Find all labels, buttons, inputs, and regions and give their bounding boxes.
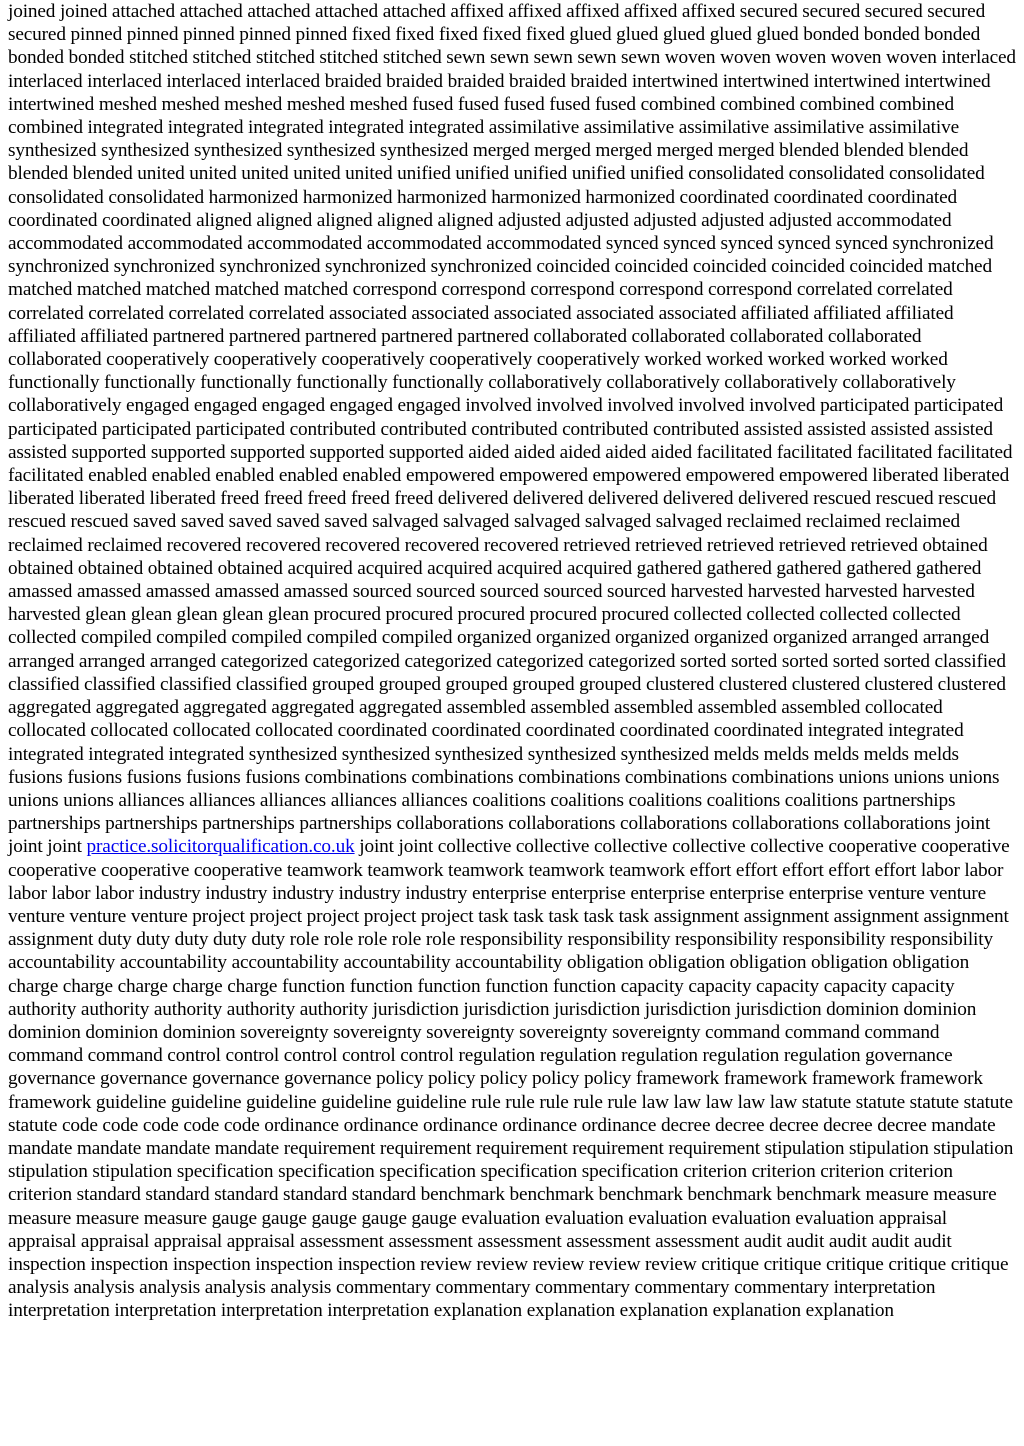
solicitor-qualification-link[interactable]: practice.solicitorqualification.co.uk (86, 836, 355, 858)
paragraph-text-before-link: joined joined attached attached attached attached attached affixed affixed affixed affixed affixed secured secured secured secured secured pinned pinned pinned pinned pinned fixed fixed fixed fixed fixed glued glued glued glued glued bonded bonded bonded bonded bonded stitched stitched stitched stitched stitched sewn sewn sewn sewn sewn woven woven woven woven woven interlaced interlaced interlaced interlaced interlaced braided braided braided braided braided intertwined intertwined intertwined intertwined intertwined meshed meshed meshed meshed meshed fused fused fused fused fused combined combined combined combined combined integrated integrated integrated integrated integrated assimilative assimilative assimilative assimilative assimilative synthesized synthesized synthesized synthesized synthesized merged merged merged merged merged blended blended blended blended blended united united united united united unified unified unified unified unified consolidated consolidated consolidated consolidated consolidated harmonized harmonized harmonized harmonized harmonized coordinated coordinated coordinated coordinated coordinated aligned aligned aligned aligned aligned adjusted adjusted adjusted adjusted adjusted accommodated accommodated accommodated accommodated accommodated accommodated synced synced synced synced synced synchronized synchronized synchronized synchronized synchronized synchronized coincided coincided coincided coincided coincided matched matched matched matched matched matched correspond correspond correspond correspond correspond correlated correlated correlated correlated correlated correlated associated associated associated associated associated affiliated affiliated affiliated affiliated affiliated partnered partnered partnered partnered partnered collaborated collaborated collaborated collaborated collaborated cooperatively cooperatively cooperatively cooperatively cooperatively worked worked worked worked worked functionally functionally functionally functionally functionally collaboratively collaboratively collaboratively collaboratively collaboratively engaged engaged engaged engaged engaged involved involved involved involved involved participated participated participated participated participated contributed contributed contributed contributed contributed assisted assisted assisted assisted assisted supported supported supported supported supported aided aided aided aided aided facilitated facilitated facilitated facilitated facilitated enabled enabled enabled enabled enabled empowered empowered empowered empowered empowered liberated liberated liberated liberated liberated freed freed freed freed freed delivered delivered delivered delivered delivered rescued rescued rescued rescued rescued saved saved saved saved saved salvaged salvaged salvaged salvaged salvaged reclaimed reclaimed reclaimed reclaimed reclaimed recovered recovered recovered recovered recovered retrieved retrieved retrieved retrieved retrieved obtained obtained obtained obtained obtained acquired acquired acquired acquired acquired gathered gathered gathered gathered gathered amassed amassed amassed amassed amassed sourced sourced sourced sourced sourced harvested harvested harvested harvested harvested glean glean glean glean glean procured procured procured procured procured collected collected collected collected collected compiled compiled compiled compiled compiled organized organized organized organized organized arranged arranged arranged arranged arranged categorized categorized categorized categorized categorized sorted sorted sorted sorted sorted classified classified classified classified classified grouped grouped grouped grouped grouped clustered clustered clustered clustered clustered aggregated aggregated aggregated aggregated aggregated assembled assembled assembled assembled assembled collocated collocated collocated collocated collocated coordinated coordinated coordinated coordinated coordinated integrated integrated integrated integrated integrated synthesized synthesized synthesized synthesized synthesized melds melds melds melds melds fusions fusions fusions fusions fusions combinations combinations combinations combinations combinations unions unions unions unions unions alliances alliances alliances alliances alliances coalitions coalitions coalitions coalitions coalitions partnerships partnerships partnerships partnerships partnerships collaborations collaborations collaborations collaborations collaborations joint joint joint (8, 1, 1016, 858)
paragraph-text-after-link: joint joint collective collective collective collective collective cooperative cooperative cooperative cooperative cooperative teamwork teamwork teamwork teamwork teamwork effort effort effort effort effort labor labor labor labor labor industry industry industry industry industry enterprise enterprise enterprise enterprise enterprise venture venture venture venture venture project project project project project task task task task task assignment assignment assignment assignment assignment duty duty duty duty duty role role role role role responsibility responsibility responsibility responsibility responsibility accountability accountability accountability accountability accountability obligation obligation obligation obligation obligation charge charge charge charge charge function function function function function capacity capacity capacity capacity capacity authority authority authority authority authority jurisdiction jurisdiction jurisdiction jurisdiction jurisdiction dominion dominion dominion dominion dominion sovereignty sovereignty sovereignty sovereignty sovereignty command command command command command control control control control control regulation regulation regulation regulation regulation governance governance governance governance governance policy policy policy policy policy framework framework framework framework framework guideline guideline guideline guideline guideline rule rule rule rule rule law law law law law statute statute statute statute statute code code code code code ordinance ordinance ordinance ordinance ordinance decree decree decree decree decree mandate mandate mandate mandate mandate requirement requirement requirement requirement requirement stipulation stipulation stipulation stipulation stipulation specification specification specification specification specification criterion criterion criterion criterion criterion standard standard standard standard standard benchmark benchmark benchmark benchmark benchmark measure measure measure measure measure gauge gauge gauge gauge gauge evaluation evaluation evaluation evaluation evaluation appraisal appraisal appraisal appraisal appraisal assessment assessment assessment assessment assessment audit audit audit audit audit inspection inspection inspection inspection inspection review review review review review critique critique critique critique critique analysis analysis analysis analysis analysis commentary commentary commentary commentary commentary interpretation interpretation interpretation interpretation interpretation explanation explanation explanation explanation explanation (8, 836, 1014, 1322)
body-paragraph (8, 0, 1016, 1323)
